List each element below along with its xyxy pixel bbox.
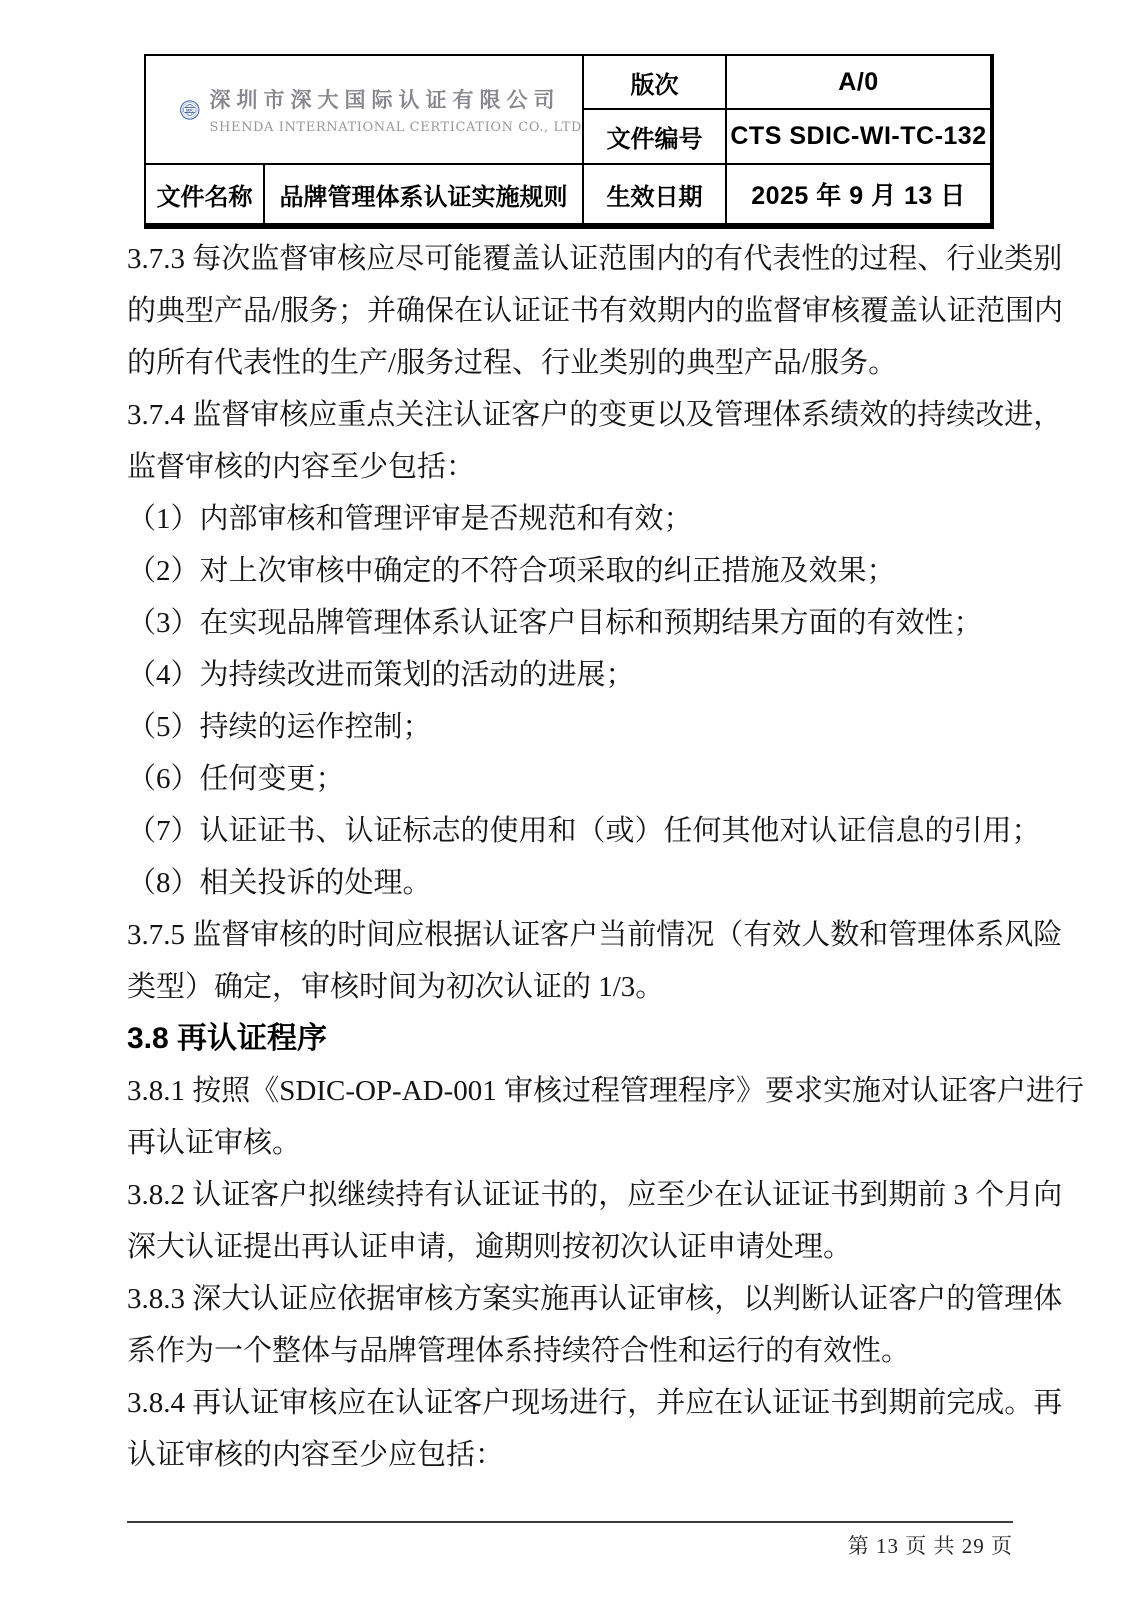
company-names xyxy=(210,84,582,135)
text-line: 3.7.4 监督审核应重点关注认证客户的变更以及管理体系绩效的持续改进， xyxy=(127,399,1063,431)
text-line: 再认证审核。 xyxy=(127,1127,302,1159)
text-line: （3）在实现品牌管理体系认证客户目标和预期结果方面的有效性； xyxy=(127,607,983,639)
doc-name-label: 文件名称 xyxy=(146,165,263,223)
company-name-en: SHENDA INTERNATIONAL CERTICATION CO., LTD xyxy=(209,120,582,135)
doc-name-value: 品牌管理体系认证实施规则 xyxy=(265,165,582,223)
section-heading: 3.8 再认证程序 xyxy=(127,1022,328,1055)
text-line: 3.8.3 深大认证应依据审核方案实施再认证审核，以判断认证客户的管理体 xyxy=(127,1283,1063,1315)
effective-date-value: 2025 年 9 月 13 日 xyxy=(727,165,990,223)
text-line: （1）内部审核和管理评审是否规范和有效； xyxy=(127,503,693,535)
version-value: A/0 xyxy=(727,56,990,108)
text-line: 3.8.2 认证客户拟继续持有认证证书的，应至少在认证证书到期前 3 个月向 xyxy=(127,1179,1063,1211)
doc-number-label: 文件编号 xyxy=(584,110,725,163)
text-line: （7）认证证书、认证标志的使用和（或）任何其他对认证信息的引用； xyxy=(127,815,1041,847)
text-line: 认证审核的内容至少应包括： xyxy=(127,1439,505,1471)
text-line: 深大认证提出再认证申请，逾期则按初次认证申请处理。 xyxy=(127,1231,853,1263)
text-line: 3.8.1 按照《SDIC-OP-AD-001 审核过程管理程序》要求实施对认证客户进行 xyxy=(127,1075,1085,1107)
page-number: 第 13 页 共 29 页 xyxy=(847,1534,1013,1558)
version-label: 版次 xyxy=(584,56,725,108)
text-line: 的典型产品/服务；并确保在认证证书有效期内的监督审核覆盖认证范围内 xyxy=(127,295,1064,327)
sdic-logo-icon xyxy=(180,81,200,139)
header-logo-cell xyxy=(146,56,582,163)
text-line: 3.7.5 监督审核的时间应根据认证客户当前情况（有效人数和管理体系风险 xyxy=(127,919,1063,951)
text-line: 监督审核的内容至少包括： xyxy=(127,451,476,483)
text-line: 的所有代表性的生产/服务过程、行业类别的典型产品/服务。 xyxy=(127,347,898,379)
text-line: 类型）确定，审核时间为初次认证的 1/3。 xyxy=(127,971,665,1003)
logo-block xyxy=(146,81,582,139)
text-line: （4）为持续改进而策划的活动的进展； xyxy=(127,659,635,691)
text-line: （5）持续的运作控制； xyxy=(127,711,432,743)
logo-sdic-text: SDIC xyxy=(185,107,194,112)
text-line: （2）对上次审核中确定的不符合项采取的纠正措施及效果； xyxy=(127,555,896,587)
text-line: （6）任何变更； xyxy=(127,763,345,795)
company-name-cn: 深圳市深大国际认证有限公司 xyxy=(209,89,561,112)
doc-number-value: CTS SDIC-WI-TC-132 xyxy=(727,110,990,163)
body-lines xyxy=(127,233,1085,1481)
text-line: 3.7.3 每次监督审核应尽可能覆盖认证范围内的有代表性的过程、行业类别 xyxy=(127,243,1063,275)
text-line: （8）相关投诉的处理。 xyxy=(127,867,432,899)
text-line: 系作为一个整体与品牌管理体系持续符合性和运行的有效性。 xyxy=(127,1335,911,1367)
footer-divider xyxy=(127,1521,1013,1523)
effective-date-label: 生效日期 xyxy=(584,165,725,223)
header-table xyxy=(144,54,994,229)
text-line: 3.8.4 再认证审核应在认证客户现场进行，并应在认证证书到期前完成。再 xyxy=(127,1387,1063,1419)
